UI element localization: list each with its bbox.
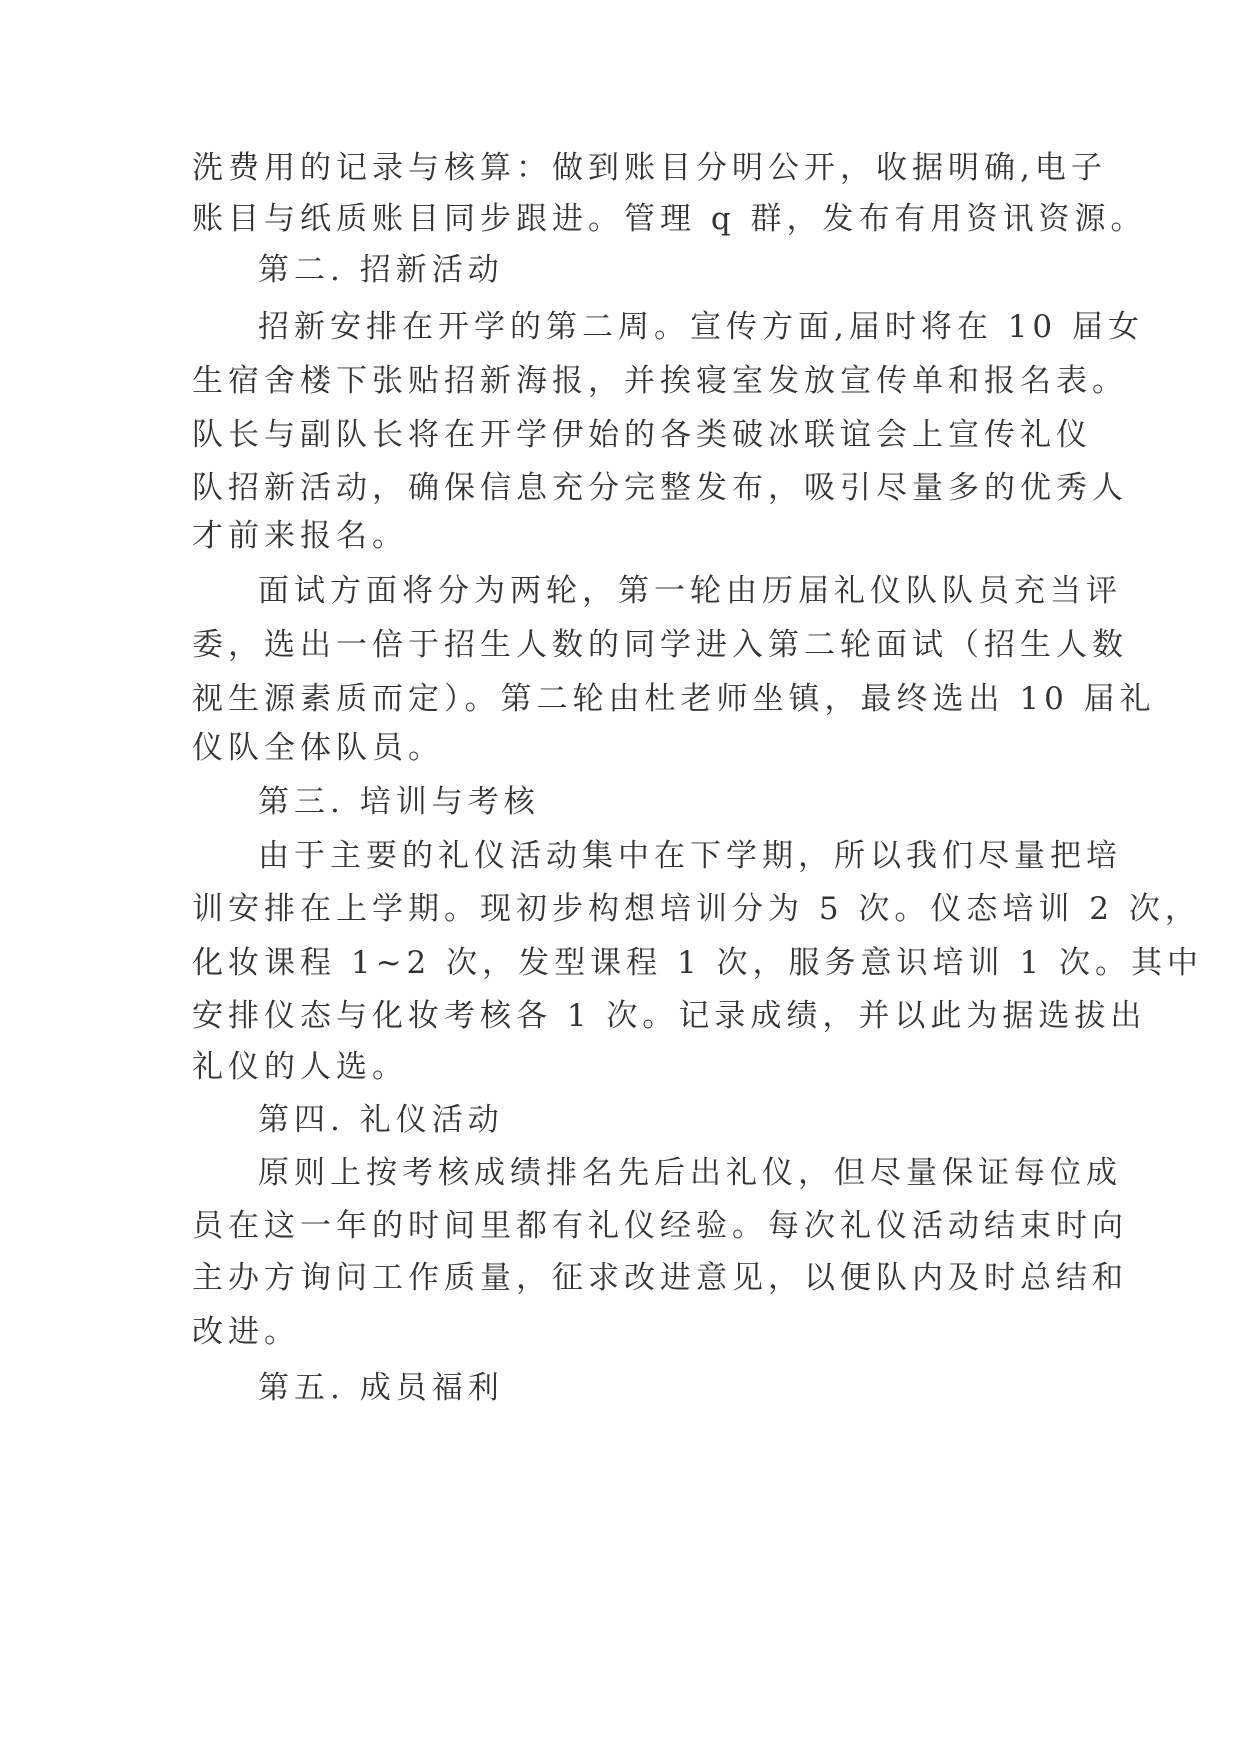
paragraph-line: 安排仪态与化妆考核各 1 次。记录成绩，并以此为据选拔出 <box>192 998 1147 1034</box>
paragraph-line: 主办方询问工作质量，征求改进意见，以便队内及时总结和 <box>192 1260 1128 1296</box>
paragraph-line: 面试方面将分为两轮，第一轮由历届礼仪队队员充当评 <box>258 573 1122 609</box>
section-heading: 第四. 礼仪活动 <box>258 1102 504 1138</box>
paragraph-line: 仪队全体队员。 <box>192 730 444 766</box>
paragraph-line: 生宿舍楼下张贴招新海报，并挨寝室发放宣传单和报名表。 <box>192 363 1128 399</box>
paragraph-line: 原则上按考核成绩排名先后出礼仪，但尽量保证每位成 <box>258 1155 1122 1191</box>
paragraph-line: 改进。 <box>192 1314 300 1350</box>
section-heading: 第二. 招新活动 <box>258 252 504 288</box>
paragraph-line: 才前来报名。 <box>192 518 408 554</box>
paragraph-line: 员在这一年的时间里都有礼仪经验。每次礼仪活动结束时向 <box>192 1208 1128 1244</box>
paragraph-line: 洗费用的记录与核算：做到账目分明公开，收据明确,电子 <box>192 150 1107 186</box>
paragraph-line: 招新安排在开学的第二周。宣传方面,届时将在 10 届女 <box>258 309 1145 345</box>
paragraph-line: 账目与纸质账目同步跟进。管理 q 群，发布有用资讯资源。 <box>192 201 1147 237</box>
paragraph-line: 礼仪的人选。 <box>192 1049 408 1085</box>
section-heading: 第三. 培训与考核 <box>258 784 540 820</box>
paragraph-line: 视生源素质而定）。第二轮由杜老师坐镇，最终选出 10 届礼 <box>192 681 1156 717</box>
paragraph-line: 由于主要的礼仪活动集中在下学期，所以我们尽量把培 <box>258 838 1122 874</box>
paragraph-line: 委，选出一倍于招生人数的同学进入第二轮面试（招生人数 <box>192 627 1128 663</box>
paragraph-line: 队招新活动，确保信息充分完整发布，吸引尽量多的优秀人 <box>192 470 1128 506</box>
paragraph-line: 训安排在上学期。现初步构想培训分为 5 次。仪态培训 2 次， <box>192 891 1201 927</box>
paragraph-line: 化妆课程 1~2 次，发型课程 1 次，服务意识培训 1 次。其中 <box>192 945 1203 981</box>
paragraph-line: 队长与副队长将在开学伊始的各类破冰联谊会上宣传礼仪 <box>192 417 1092 453</box>
section-heading: 第五. 成员福利 <box>258 1370 504 1406</box>
